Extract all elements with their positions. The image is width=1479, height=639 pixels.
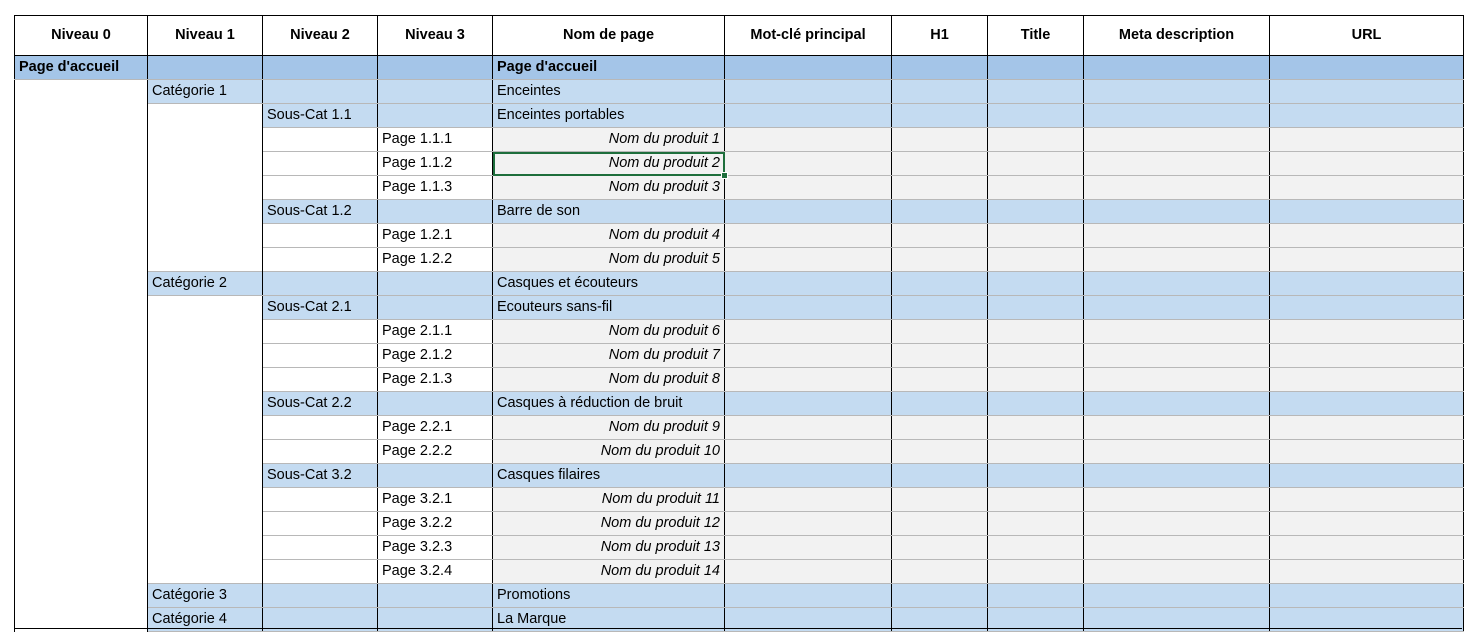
cell-title[interactable] (988, 560, 1084, 584)
cell-h1[interactable] (892, 416, 988, 440)
cell-h1[interactable] (892, 272, 988, 296)
column-header-meta-description[interactable]: Meta description (1084, 16, 1270, 56)
cell-url[interactable] (1270, 464, 1464, 488)
table-row (15, 488, 1464, 512)
cell-mot-cle-principal[interactable] (725, 200, 892, 224)
cell-url[interactable] (1270, 152, 1464, 176)
cell-meta-description[interactable] (1084, 512, 1270, 536)
cell-niveau-2[interactable] (263, 128, 378, 152)
cell-niveau-0[interactable] (15, 128, 148, 152)
cell-nom-de-page[interactable]: Promotions (493, 584, 725, 608)
table-row (15, 320, 1464, 344)
cell-url[interactable] (1270, 176, 1464, 200)
cell-meta-description[interactable] (1084, 584, 1270, 608)
fill-handle[interactable] (721, 172, 728, 179)
column-header-mot-cle-principal[interactable]: Mot-clé principal (725, 16, 892, 56)
table-row (15, 272, 1464, 296)
cell-niveau-2[interactable] (263, 56, 378, 80)
cell-title[interactable] (988, 56, 1084, 80)
cell-nom-de-page[interactable]: Nom du produit 4 (493, 224, 725, 248)
cell-niveau-2[interactable] (263, 440, 378, 464)
cell-niveau-3[interactable] (378, 584, 493, 608)
cell-url[interactable] (1270, 392, 1464, 416)
cell-niveau-1[interactable] (148, 56, 263, 80)
cell-niveau-0[interactable] (15, 104, 148, 128)
cell-title[interactable] (988, 488, 1084, 512)
cell-niveau-2[interactable] (263, 176, 378, 200)
cell-mot-cle-principal[interactable] (725, 392, 892, 416)
cell-niveau-0[interactable] (15, 512, 148, 536)
cell-niveau-3[interactable] (378, 296, 493, 320)
cell-nom-de-page[interactable]: Nom du produit 5 (493, 248, 725, 272)
cell-niveau-3[interactable]: Page 1.1.3 (378, 176, 493, 200)
cell-nom-de-page[interactable]: Nom du produit 13 (493, 536, 725, 560)
cell-niveau-3[interactable]: Page 3.2.3 (378, 536, 493, 560)
cell-niveau-2[interactable] (263, 248, 378, 272)
cell-meta-description[interactable] (1084, 248, 1270, 272)
cell-title[interactable] (988, 248, 1084, 272)
cell-niveau-2[interactable]: Sous-Cat 2.2 (263, 392, 378, 416)
cell-niveau-1[interactable]: Catégorie 4 (148, 608, 263, 632)
cell-mot-cle-principal[interactable] (725, 56, 892, 80)
cell-niveau-0[interactable] (15, 176, 148, 200)
cell-niveau-1[interactable] (148, 176, 263, 200)
cell-niveau-1[interactable] (148, 200, 263, 224)
cell-niveau-1[interactable]: Catégorie 1 (148, 80, 263, 104)
table-row (15, 464, 1464, 488)
cell-mot-cle-principal[interactable] (725, 344, 892, 368)
cell-title[interactable] (988, 584, 1084, 608)
table-row (15, 368, 1464, 392)
cell-title[interactable] (988, 224, 1084, 248)
cell-niveau-0[interactable]: Page d'accueil (15, 56, 148, 80)
cell-title[interactable] (988, 80, 1084, 104)
cell-niveau-2[interactable] (263, 416, 378, 440)
cell-url[interactable] (1270, 296, 1464, 320)
cell-title[interactable] (988, 152, 1084, 176)
cell-niveau-2[interactable]: Sous-Cat 3.2 (263, 464, 378, 488)
cell-niveau-1[interactable]: Catégorie 2 (148, 272, 263, 296)
cell-niveau-0[interactable] (15, 368, 148, 392)
cell-niveau-1[interactable] (148, 344, 263, 368)
cell-niveau-0[interactable] (15, 320, 148, 344)
cell-niveau-3[interactable]: Page 1.1.1 (378, 128, 493, 152)
cell-niveau-1[interactable] (148, 368, 263, 392)
cell-niveau-0[interactable] (15, 272, 148, 296)
table-row (15, 560, 1464, 584)
column-header-title[interactable]: Title (988, 16, 1084, 56)
cell-niveau-1[interactable] (148, 104, 263, 128)
cell-h1[interactable] (892, 224, 988, 248)
cell-nom-de-page[interactable]: La Marque (493, 608, 725, 632)
cell-niveau-2[interactable] (263, 224, 378, 248)
cell-url[interactable] (1270, 416, 1464, 440)
cell-h1[interactable] (892, 296, 988, 320)
cell-url[interactable] (1270, 344, 1464, 368)
cell-mot-cle-principal[interactable] (725, 176, 892, 200)
cell-title[interactable] (988, 440, 1084, 464)
cell-niveau-3[interactable]: Page 2.2.2 (378, 440, 493, 464)
table-bottom-border (14, 628, 1462, 629)
cell-h1[interactable] (892, 152, 988, 176)
cell-mot-cle-principal[interactable] (725, 560, 892, 584)
cell-title[interactable] (988, 200, 1084, 224)
cell-h1[interactable] (892, 200, 988, 224)
cell-niveau-0[interactable] (15, 80, 148, 104)
cell-niveau-3[interactable]: Page 3.2.1 (378, 488, 493, 512)
cell-niveau-3[interactable]: Page 2.1.2 (378, 344, 493, 368)
cell-meta-description[interactable] (1084, 464, 1270, 488)
table-row (15, 152, 1464, 176)
cell-meta-description[interactable] (1084, 536, 1270, 560)
cell-niveau-1[interactable] (148, 128, 263, 152)
cell-niveau-3[interactable]: Page 2.1.3 (378, 368, 493, 392)
cell-title[interactable] (988, 104, 1084, 128)
cell-meta-description[interactable] (1084, 272, 1270, 296)
table-row (15, 128, 1464, 152)
cell-mot-cle-principal[interactable] (725, 80, 892, 104)
cell-url[interactable] (1270, 56, 1464, 80)
cell-niveau-0[interactable] (15, 296, 148, 320)
cell-nom-de-page[interactable]: Nom du produit 3 (493, 176, 725, 200)
cell-title[interactable] (988, 176, 1084, 200)
cell-niveau-0[interactable] (15, 536, 148, 560)
cell-niveau-2[interactable]: Sous-Cat 1.2 (263, 200, 378, 224)
table-row (15, 344, 1464, 368)
cell-h1[interactable] (892, 56, 988, 80)
cell-meta-description[interactable] (1084, 176, 1270, 200)
cell-nom-de-page[interactable]: Casques filaires (493, 464, 725, 488)
cell-mot-cle-principal[interactable] (725, 464, 892, 488)
cell-nom-de-page[interactable]: Casques à réduction de bruit (493, 392, 725, 416)
cell-meta-description[interactable] (1084, 440, 1270, 464)
cell-title[interactable] (988, 392, 1084, 416)
cell-mot-cle-principal[interactable] (725, 272, 892, 296)
cell-title[interactable] (988, 416, 1084, 440)
cell-title[interactable] (988, 320, 1084, 344)
cell-nom-de-page[interactable]: Nom du produit 10 (493, 440, 725, 464)
cell-niveau-3[interactable]: Page 1.2.2 (378, 248, 493, 272)
cell-url[interactable] (1270, 80, 1464, 104)
cell-h1[interactable] (892, 440, 988, 464)
cell-url[interactable] (1270, 512, 1464, 536)
cell-nom-de-page[interactable]: Barre de son (493, 200, 725, 224)
cell-url[interactable] (1270, 248, 1464, 272)
cell-niveau-3[interactable]: Page 1.2.1 (378, 224, 493, 248)
table-row (15, 56, 1464, 80)
cell-niveau-2[interactable] (263, 512, 378, 536)
table-row (15, 80, 1464, 104)
cell-url[interactable] (1270, 440, 1464, 464)
sitemap-table (14, 15, 1464, 632)
cell-url[interactable] (1270, 560, 1464, 584)
cell-nom-de-page[interactable]: Ecouteurs sans-fil (493, 296, 725, 320)
cell-nom-de-page[interactable]: Nom du produit 9 (493, 416, 725, 440)
cell-niveau-2[interactable] (263, 152, 378, 176)
cell-meta-description[interactable] (1084, 320, 1270, 344)
cell-nom-de-page[interactable]: Enceintes (493, 80, 725, 104)
cell-niveau-3[interactable] (378, 56, 493, 80)
column-header-niveau-1[interactable]: Niveau 1 (148, 16, 263, 56)
cell-url[interactable] (1270, 488, 1464, 512)
cell-url[interactable] (1270, 200, 1464, 224)
table-row (15, 200, 1464, 224)
cell-mot-cle-principal[interactable] (725, 296, 892, 320)
cell-url[interactable] (1270, 224, 1464, 248)
cell-niveau-0[interactable] (15, 224, 148, 248)
cell-niveau-1[interactable] (148, 392, 263, 416)
cell-title[interactable] (988, 464, 1084, 488)
cell-niveau-3[interactable]: Page 2.1.1 (378, 320, 493, 344)
cell-niveau-0[interactable] (15, 392, 148, 416)
cell-niveau-1[interactable] (148, 536, 263, 560)
cell-nom-de-page[interactable]: Casques et écouteurs (493, 272, 725, 296)
cell-niveau-2[interactable] (263, 488, 378, 512)
cell-niveau-3[interactable] (378, 464, 493, 488)
cell-niveau-3[interactable] (378, 272, 493, 296)
cell-h1[interactable] (892, 512, 988, 536)
cell-niveau-1[interactable] (148, 512, 263, 536)
cell-niveau-3[interactable]: Page 2.2.1 (378, 416, 493, 440)
cell-mot-cle-principal[interactable] (725, 368, 892, 392)
cell-mot-cle-principal[interactable] (725, 512, 892, 536)
cell-title[interactable] (988, 512, 1084, 536)
cell-h1[interactable] (892, 464, 988, 488)
cell-niveau-0[interactable] (15, 464, 148, 488)
cell-nom-de-page[interactable]: Nom du produit 12 (493, 512, 725, 536)
cell-niveau-1[interactable] (148, 488, 263, 512)
cell-url[interactable] (1270, 320, 1464, 344)
cell-niveau-2[interactable] (263, 344, 378, 368)
cell-niveau-3[interactable] (378, 80, 493, 104)
cell-niveau-0[interactable] (15, 344, 148, 368)
cell-niveau-3[interactable]: Page 1.1.2 (378, 152, 493, 176)
cell-nom-de-page[interactable]: Nom du produit 7 (493, 344, 725, 368)
cell-meta-description[interactable] (1084, 152, 1270, 176)
cell-niveau-3[interactable]: Page 3.2.4 (378, 560, 493, 584)
cell-url[interactable] (1270, 368, 1464, 392)
cell-niveau-1[interactable]: Catégorie 3 (148, 584, 263, 608)
cell-nom-de-page[interactable]: Nom du produit 8 (493, 368, 725, 392)
cell-url[interactable] (1270, 128, 1464, 152)
cell-h1[interactable] (892, 248, 988, 272)
cell-meta-description[interactable] (1084, 560, 1270, 584)
header-row (15, 16, 1464, 56)
cell-h1[interactable] (892, 128, 988, 152)
cell-nom-de-page[interactable]: Nom du produit 11 (493, 488, 725, 512)
column-header-url[interactable]: URL (1270, 16, 1464, 56)
table-row (15, 584, 1464, 608)
cell-niveau-2[interactable] (263, 560, 378, 584)
cell-niveau-1[interactable] (148, 224, 263, 248)
cell-meta-description[interactable] (1084, 128, 1270, 152)
cell-mot-cle-principal[interactable] (725, 488, 892, 512)
cell-niveau-1[interactable] (148, 464, 263, 488)
column-header-niveau-2[interactable]: Niveau 2 (263, 16, 378, 56)
cell-meta-description[interactable] (1084, 104, 1270, 128)
cell-mot-cle-principal[interactable] (725, 320, 892, 344)
cell-niveau-0[interactable] (15, 560, 148, 584)
table-row (15, 416, 1464, 440)
column-header-h1[interactable]: H1 (892, 16, 988, 56)
cell-meta-description[interactable] (1084, 224, 1270, 248)
cell-niveau-1[interactable] (148, 440, 263, 464)
cell-niveau-0[interactable] (15, 416, 148, 440)
cell-mot-cle-principal[interactable] (725, 104, 892, 128)
cell-h1[interactable] (892, 488, 988, 512)
cell-mot-cle-principal[interactable] (725, 440, 892, 464)
column-header-nom-de-page[interactable]: Nom de page (493, 16, 725, 56)
cell-meta-description[interactable] (1084, 296, 1270, 320)
cell-nom-de-page[interactable]: Enceintes portables (493, 104, 725, 128)
cell-h1[interactable] (892, 80, 988, 104)
cell-url[interactable] (1270, 584, 1464, 608)
cell-mot-cle-principal[interactable] (725, 248, 892, 272)
cell-nom-de-page[interactable]: Nom du produit 1 (493, 128, 725, 152)
cell-niveau-2[interactable]: Sous-Cat 1.1 (263, 104, 378, 128)
cell-h1[interactable] (892, 344, 988, 368)
cell-meta-description[interactable] (1084, 392, 1270, 416)
selected-cell[interactable]: Nom du produit 2 (493, 152, 725, 176)
cell-niveau-0[interactable] (15, 200, 148, 224)
cell-h1[interactable] (892, 536, 988, 560)
table-row (15, 176, 1464, 200)
table-row (15, 296, 1464, 320)
cell-meta-description[interactable] (1084, 56, 1270, 80)
column-header-niveau-3[interactable]: Niveau 3 (378, 16, 493, 56)
cell-title[interactable] (988, 368, 1084, 392)
cell-meta-description[interactable] (1084, 344, 1270, 368)
cell-niveau-2[interactable] (263, 368, 378, 392)
cell-url[interactable] (1270, 104, 1464, 128)
cell-nom-de-page[interactable]: Nom du produit 14 (493, 560, 725, 584)
cell-h1[interactable] (892, 392, 988, 416)
table-body (15, 56, 1464, 632)
cell-niveau-2[interactable] (263, 584, 378, 608)
cell-niveau-0[interactable] (15, 152, 148, 176)
cell-niveau-0[interactable] (15, 584, 148, 608)
cell-h1[interactable] (892, 176, 988, 200)
table-row (15, 512, 1464, 536)
cell-niveau-3[interactable] (378, 200, 493, 224)
cell-niveau-0[interactable] (15, 248, 148, 272)
cell-h1[interactable] (892, 104, 988, 128)
cell-niveau-2[interactable] (263, 272, 378, 296)
cell-mot-cle-principal[interactable] (725, 536, 892, 560)
cell-title[interactable] (988, 272, 1084, 296)
cell-meta-description[interactable] (1084, 368, 1270, 392)
cell-niveau-2[interactable]: Sous-Cat 2.1 (263, 296, 378, 320)
cell-niveau-2[interactable] (263, 320, 378, 344)
cell-niveau-1[interactable] (148, 248, 263, 272)
cell-niveau-0[interactable] (15, 440, 148, 464)
cell-niveau-2[interactable] (263, 80, 378, 104)
cell-mot-cle-principal[interactable] (725, 152, 892, 176)
cut-off-footnote (390, 632, 950, 639)
cell-meta-description[interactable] (1084, 488, 1270, 512)
cell-meta-description[interactable] (1084, 80, 1270, 104)
cell-mot-cle-principal[interactable] (725, 416, 892, 440)
cell-meta-description[interactable] (1084, 200, 1270, 224)
table-row (15, 536, 1464, 560)
cell-niveau-0[interactable] (15, 488, 148, 512)
cell-niveau-1[interactable] (148, 416, 263, 440)
cell-niveau-1[interactable] (148, 560, 263, 584)
cell-mot-cle-principal[interactable] (725, 584, 892, 608)
cell-title[interactable] (988, 296, 1084, 320)
cell-title[interactable] (988, 536, 1084, 560)
table-row (15, 104, 1464, 128)
cell-nom-de-page[interactable]: Nom du produit 6 (493, 320, 725, 344)
cell-url[interactable] (1270, 536, 1464, 560)
column-header-niveau-0[interactable]: Niveau 0 (15, 16, 148, 56)
cell-h1[interactable] (892, 584, 988, 608)
cell-niveau-3[interactable] (378, 392, 493, 416)
table-row (15, 392, 1464, 416)
cell-niveau-3[interactable] (378, 104, 493, 128)
cell-niveau-3[interactable]: Page 3.2.2 (378, 512, 493, 536)
cell-meta-description[interactable] (1084, 416, 1270, 440)
cell-niveau-1[interactable] (148, 152, 263, 176)
cell-niveau-2[interactable] (263, 536, 378, 560)
cell-h1[interactable] (892, 560, 988, 584)
cell-niveau-1[interactable] (148, 296, 263, 320)
cell-nom-de-page[interactable]: Page d'accueil (493, 56, 725, 80)
table-row (15, 248, 1464, 272)
cell-h1[interactable] (892, 320, 988, 344)
table-row (15, 224, 1464, 248)
cell-title[interactable] (988, 344, 1084, 368)
cell-title[interactable] (988, 128, 1084, 152)
cell-mot-cle-principal[interactable] (725, 224, 892, 248)
cell-url[interactable] (1270, 272, 1464, 296)
cell-mot-cle-principal[interactable] (725, 128, 892, 152)
cell-h1[interactable] (892, 368, 988, 392)
table-row (15, 440, 1464, 464)
cell-niveau-1[interactable] (148, 320, 263, 344)
